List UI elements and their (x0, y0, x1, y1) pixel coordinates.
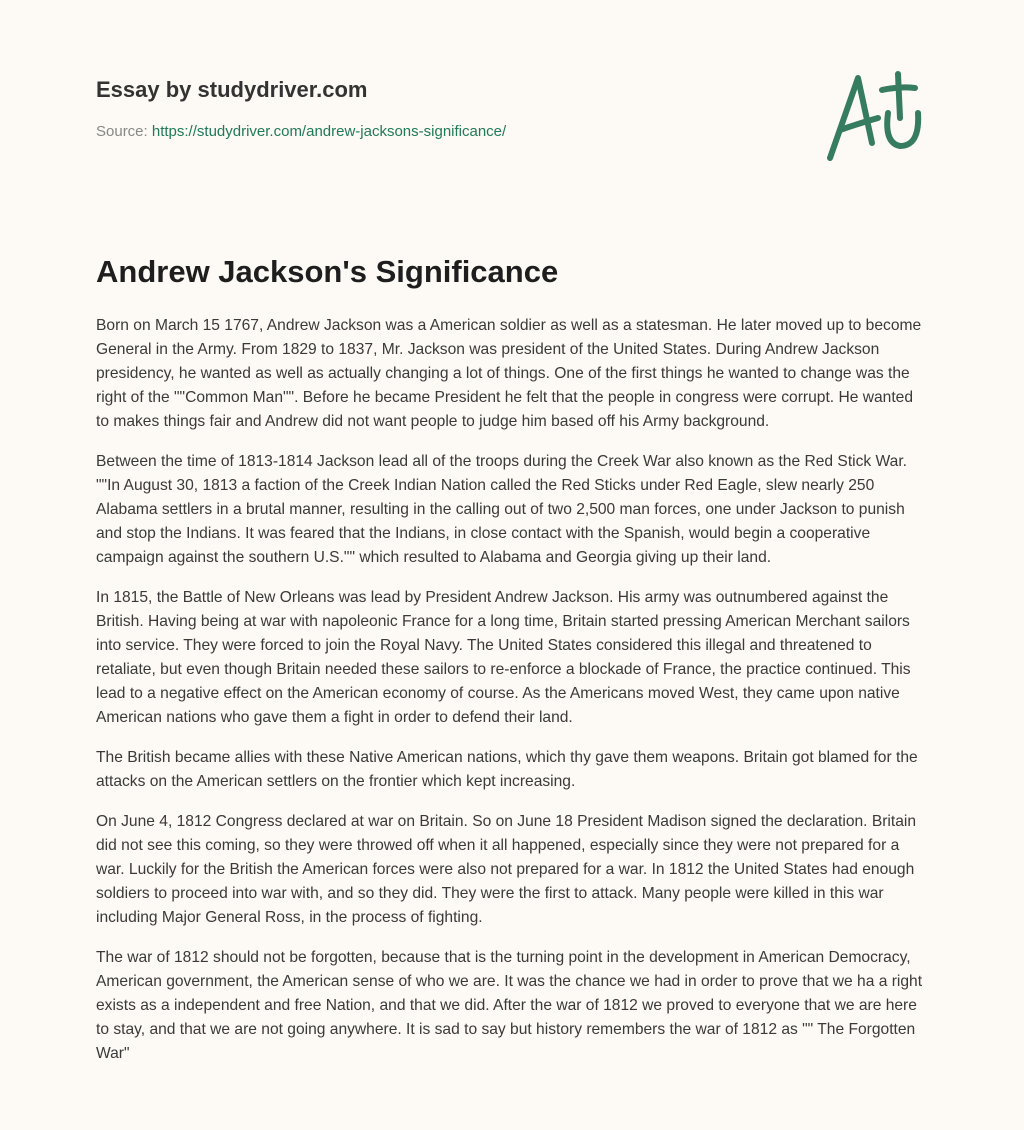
paragraph: The war of 1812 should not be forgotten, because that is the turning point in the development in American Democracy, American government, the American sense of who we are. It was the chance we had in order to prove that we ha a right exists as a independent and free Nation, and that we did. After the war of 1812 we proved to everyone that we are here to stay, and that we are not going anywhere. It is sad to say but history remembers the war of 1812 as "" The Forgotten War" (96, 949, 923, 1062)
paragraph: Born on March 15 1767, Andrew Jackson was a American soldier as well as a statesman. He later moved up to become General in the Army. From 1829 to 1837, Mr. Jackson was president of the United States. During Andrew Jackson presidency, he wanted as well as actually changing a lot of things. One of the first things he wanted to change was the right of the ""Common Man"". Before he became President he felt that the people in congress were corrupt. He wanted to makes things fair and Andrew did not want people to judge him based off his Army background. (96, 317, 922, 430)
essay-title: Andrew Jackson's Significance (96, 254, 559, 289)
paragraph: The British became allies with these Native American nations, which thy gave them weapons. Britain got blamed for the attacks on the American settlers on the frontier which kept increasing. (96, 749, 918, 790)
paragraph: On June 4, 1812 Congress declared at war on Britain. So on June 18 President Madison signed the declaration. Britain did not see this coming, so they were throwed off when it all happened, especially since they were not prepared for a war. Luckily for the British the American forces were also not prepared for a war. In 1812 the United States had enough soldiers to proceed into war with, and so they did. They were the first to attack. Many people were killed in this war including Major General Ross, in the process of fighting. (96, 813, 917, 926)
site-brand: Essay by studydriver.com (96, 77, 368, 102)
a-plus-logo-icon (820, 68, 930, 168)
source-link[interactable]: https://studydriver.com/andrew-jacksons-significance/ (151, 123, 507, 140)
source-label: Source: (96, 123, 148, 140)
paragraph: Between the time of 1813-1814 Jackson lead all of the troops during the Creek War also known as the Red Stick War. ""In August 30, 1813 a faction of the Creek Indian Nation called the Red Sticks under Red Eagle, slew nearly 250 Alabama settlers in a brutal manner, resulting in the calling out of two 2,500 man forces, one under Jackson to punish and stop the Indians. It was feared that the Indians, in close contact with the Spanish, would begin a cooperative campaign against the southern U.S."" which resulted to Alabama and Georgia giving up their land. (96, 453, 908, 566)
paragraph: In 1815, the Battle of New Orleans was lead by President Andrew Jackson. His army was outnumbered against the British. Having being at war with napoleonic France for a long time, Britain started pressing American Merchant sailors into service. They were forced to join the Royal Navy. The United States considered this illegal and threatened to retaliate, but even though Britain needed these sailors to re-enforce a blockade of France, the practice continued. This lead to a negative effect on the American economy of course. As the Americans moved West, they came upon native American nations who gave them a fight in order to defend their land. (96, 589, 911, 726)
source-line (96, 123, 506, 140)
essay-body (96, 314, 930, 1082)
